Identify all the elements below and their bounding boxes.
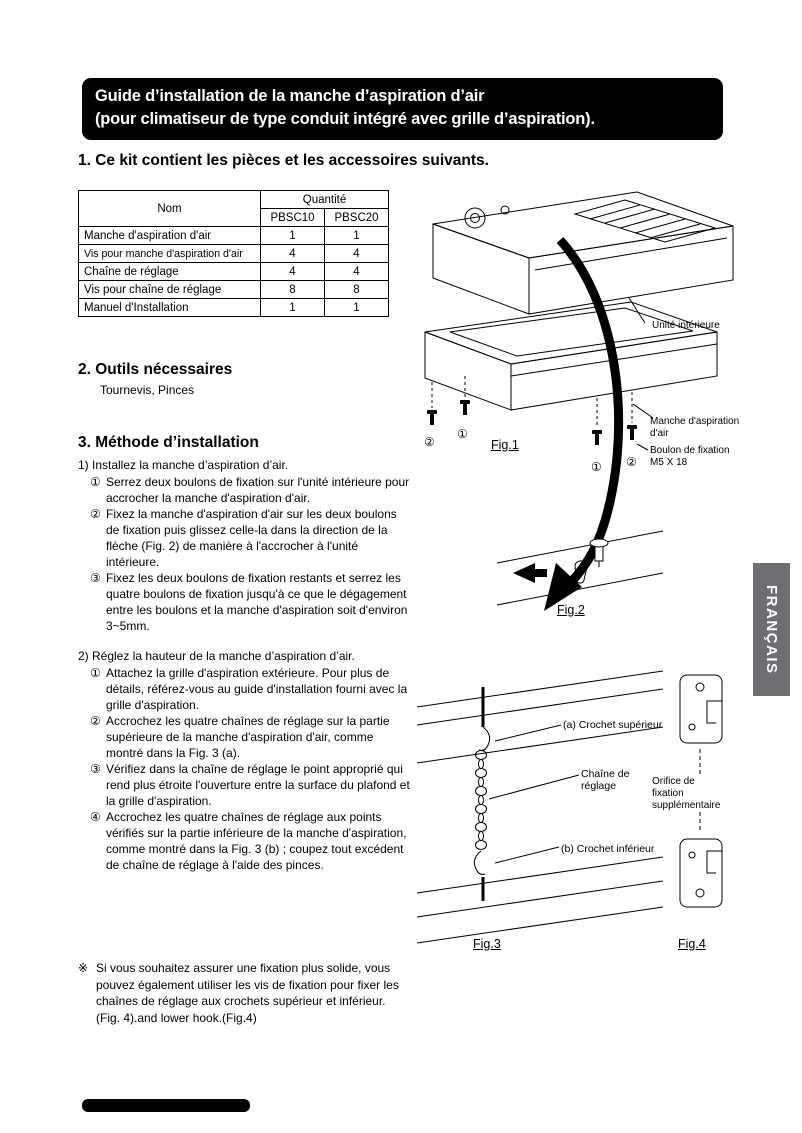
part-qty-pbsc10: 4 <box>261 263 325 281</box>
fig1-marker-1: ① <box>457 427 468 441</box>
table-row <box>79 263 389 281</box>
substep <box>90 761 412 809</box>
substep-text: Fixez la manche d'aspiration d'air sur les deux boulons de fixation puis glissez celle-la dans la direction de la flèche (Fig. 2) de manière à l'accrocher à l'unité intérieure. <box>106 507 397 569</box>
part-name: Vis pour manche d'aspiration d'air <box>79 245 261 263</box>
col-header-pbsc20: PBSC20 <box>325 209 389 227</box>
part-name: Manuel d'Installation <box>79 299 261 317</box>
substep <box>90 713 412 761</box>
section3 <box>78 435 412 873</box>
table-row <box>79 227 389 245</box>
part-name: Manche d'aspiration d'air <box>79 227 261 245</box>
col-header-nom: Nom <box>79 191 261 227</box>
fig1-marker-2: ② <box>424 435 435 449</box>
slide-left-arrow <box>513 563 547 583</box>
substep-marker: ② <box>90 714 101 728</box>
part-qty-pbsc10: 8 <box>261 281 325 299</box>
fig1-caption: Fig.1 <box>491 438 519 452</box>
step2-heading: 2) Réglez la hauteur de la manche d’aspiration d’air. <box>78 649 355 663</box>
fig2-drawing <box>495 515 665 615</box>
page-bottom-mark <box>82 1099 250 1112</box>
substep-marker: ③ <box>90 762 101 776</box>
substep-text: Serrez deux boulons de fixation sur l'unité intérieure pour accrocher la manche d'aspiration d'air. <box>106 475 410 505</box>
note-block <box>78 960 410 1026</box>
fig1-label-manche: Manche d'aspiration d'air <box>650 416 740 439</box>
table-row <box>79 281 389 299</box>
part-qty-pbsc20: 4 <box>325 245 389 263</box>
section2-title: 2. Outils nécessaires <box>78 361 233 378</box>
section2 <box>78 361 232 397</box>
fig3-label-crochet-inferieur: (b) Crochet inférieur <box>561 843 655 855</box>
part-qty-pbsc20: 1 <box>325 299 389 317</box>
substep-marker: ① <box>90 666 101 680</box>
part-name: Vis pour chaîne de réglage <box>79 281 261 299</box>
col-header-quantite: Quantité <box>261 191 389 209</box>
step1-heading: 1) Installez la manche d’aspiration d’air. <box>78 458 289 472</box>
fig4-label-orifice: Orifice de fixation supplémentaire <box>652 776 721 811</box>
substep-text: Accrochez les quatre chaînes de réglage sur la partie supérieure de la manche d'aspiration d'air, comme montré dans la Fig. 3 (a). <box>106 714 390 760</box>
substep-text: Attachez la grille d'aspiration extérieure. Pour plus de détails, référez-vous au guide d'installation fourni avec la grille d'aspiration. <box>106 666 408 712</box>
fig1-label-boulon: Boulon de fixation M5 X 18 <box>650 445 730 468</box>
fig3 <box>415 665 665 955</box>
section1-title: 1. Ce kit contient les pièces et les accessoires suivants. <box>78 152 489 169</box>
step1-substeps <box>90 474 412 634</box>
part-qty-pbsc10: 1 <box>261 299 325 317</box>
col-header-pbsc10: PBSC10 <box>261 209 325 227</box>
part-qty-pbsc10: 1 <box>261 227 325 245</box>
substep-marker: ④ <box>90 810 101 824</box>
fig2-caption: Fig.2 <box>557 603 585 617</box>
fig3-caption: Fig.3 <box>473 937 501 951</box>
fig1-label-unite: Unité intérieure <box>652 320 720 331</box>
section2-body: Tournevis, Pinces <box>100 383 195 397</box>
part-qty-pbsc20: 8 <box>325 281 389 299</box>
language-tab-francais: FRANÇAIS <box>753 563 790 696</box>
note-text: Si vous souhaitez assurer une fixation plus solide, vous pouvez également utiliser les vis de fixation pour fixer les chaînes de réglage aux crochets supérieur et inférieur. (Fig. 4).and lower hook.(Fig.4) <box>96 961 399 1025</box>
fig3-label-chaine: Chaîne de réglage <box>581 768 630 792</box>
table-row <box>79 299 389 317</box>
parts-table <box>78 190 389 317</box>
substep-text: Vérifiez dans la chaîne de réglage le point approprié qui rend plus étroite l'ouverture entre la surface du plafond et la grille d'aspiration. <box>106 762 410 808</box>
fig3-label-crochet-superieur: (a) Crochet supérieur <box>563 719 663 731</box>
fig1-marker-2b: ② <box>626 455 637 469</box>
banner-line-2: (pour climatiseur de type conduit intégré avec grille d’aspiration). <box>95 110 595 128</box>
fig3-drawing <box>415 665 665 950</box>
note-marker: ※ <box>78 961 89 975</box>
section3-title: 3. Méthode d’installation <box>78 434 259 451</box>
step2-substeps <box>90 665 412 873</box>
substep <box>90 474 412 506</box>
fig2 <box>495 515 665 620</box>
substep <box>90 665 412 713</box>
substep-marker: ③ <box>90 571 101 585</box>
substep-text: Accrochez les quatre chaînes de réglage aux points vérifiés sur la partie inférieure de la manche d'aspiration, comme montré dans la Fig. 3 (b) ; coupez tout excédent de chaîne de réglage à l'aide des pinces. <box>106 810 407 872</box>
fig4-caption: Fig.4 <box>678 937 706 951</box>
part-qty-pbsc20: 1 <box>325 227 389 245</box>
substep-marker: ① <box>90 475 101 489</box>
table-row <box>79 245 389 263</box>
banner-line-1: Guide d’installation de la manche d’aspiration d’air <box>95 87 485 105</box>
fig1-marker-1b: ① <box>591 460 602 474</box>
substep <box>90 506 412 570</box>
substep <box>90 809 412 873</box>
part-qty-pbsc20: 4 <box>325 263 389 281</box>
title-banner <box>82 78 723 140</box>
part-qty-pbsc10: 4 <box>261 245 325 263</box>
part-name: Chaîne de réglage <box>79 263 261 281</box>
substep-marker: ② <box>90 507 101 521</box>
substep-text: Fixez les deux boulons de fixation restants et serrez les quatre boulons de fixation jusqu'à ce que le dégagement entre les boulons et la manche d'aspiration soit d'environ 3~5mm. <box>106 571 408 633</box>
substep <box>90 570 412 634</box>
